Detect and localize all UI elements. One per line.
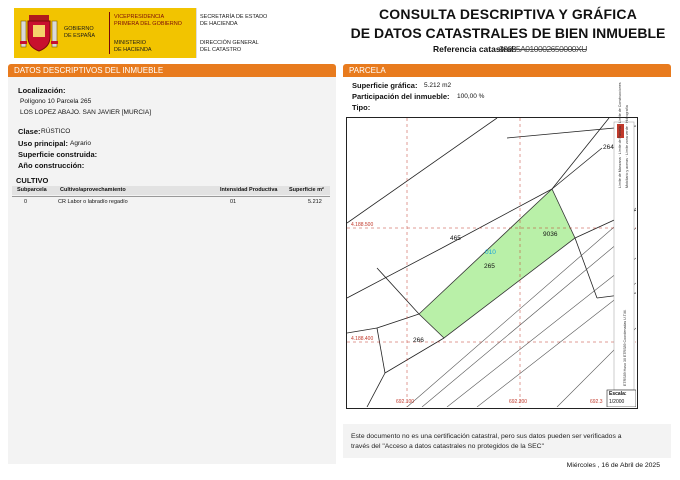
map-legend: Límite de Manzana · Límite de Parcela · Límite de Construcciones	[618, 82, 622, 188]
th-subparcela: Subparcela	[17, 187, 47, 193]
localizacion-label: Localización:	[18, 86, 66, 95]
disclaimer-note: Este documento no es una certificación catastral, pero sus datos pueden ser verificados a través del "Acceso a datos catastrales no protegidos de la SEC"	[351, 433, 622, 450]
ref-catastral-value: 30035A010002650000XU	[499, 44, 587, 54]
tipo-label: Tipo:	[352, 103, 371, 112]
parcel-number-9036: 9036	[543, 231, 558, 238]
td-intensidad: 01	[230, 199, 237, 205]
uso-label: Uso principal:	[18, 139, 69, 148]
ref-catastral-label: Referencia catastral:	[433, 44, 517, 54]
cultivo-title: CULTIVO	[16, 176, 49, 185]
td-subparcela: 0	[24, 199, 28, 205]
document-date: Miércoles , 16 de Abril de 2025	[566, 462, 660, 469]
participacion-value: 100,00 %	[457, 93, 485, 100]
parcela-bar: PARCELA	[343, 64, 671, 77]
clase-label: Clase:	[18, 127, 41, 136]
td-cultivo: CR Labor o labradío regadío	[58, 199, 128, 205]
secretaria-text: SECRETARÍA DE ESTADO DE HACIENDA	[200, 14, 268, 27]
coord-y-upper: 4.188.500	[351, 222, 374, 228]
localizacion-line2: LOS LOPEZ ABAJO. SAN JAVIER [MURCIA]	[20, 109, 151, 116]
uso-value: Agrario	[70, 140, 91, 147]
parcel-number-265: 265	[484, 263, 495, 270]
clase-value: RÚSTICO	[41, 128, 71, 135]
ministerio-text: MINISTERIO DE HACIENDA	[114, 40, 152, 53]
escala-value: 1/2000	[609, 399, 625, 405]
document-title-line1: CONSULTA DESCRIPTIVA Y GRÁFICA	[378, 6, 637, 22]
localizacion-line1: Polígono 10 Parcela 265	[20, 98, 92, 105]
escala-label: Escala:	[609, 391, 627, 397]
datos-descriptivos-panel	[8, 77, 336, 464]
td-superficie: 5.212	[308, 199, 322, 205]
table-divider	[12, 196, 330, 197]
parcel-number-465: 465	[450, 235, 461, 242]
vicepresidencia-text: VICEPRESIDENCIA PRIMERA DEL GOBIERNO	[114, 14, 182, 27]
map-legend-2: Mobiliario y aceras · Límite zona verde · Hidrografía	[625, 105, 629, 188]
anio-construccion-label: Año construcción:	[18, 161, 85, 170]
direccion-general-text: DIRECCIÓN GENERAL DEL CATASTRO	[200, 40, 259, 53]
coat-of-arms-icon	[18, 11, 60, 55]
map-side-note: ETRS89 Huso 30 ETRS89 Coordenadas U.T.M.	[623, 309, 627, 386]
gobierno-espana-text: GOBIERNO DE ESPAÑA	[64, 26, 96, 39]
datos-descriptivos-bar: DATOS DESCRIPTIVOS DEL INMUEBLE	[8, 64, 336, 77]
participacion-label: Participación del inmueble:	[352, 92, 450, 101]
th-superficie: Superficie m²	[289, 187, 324, 193]
superficie-grafica-value: 5.212 m2	[424, 82, 452, 89]
coord-x-left: 692.100	[396, 399, 415, 405]
superficie-grafica-label: Superficie gráfica:	[352, 81, 418, 90]
coord-y-lower: 4.188.400	[351, 336, 374, 342]
header-separator	[109, 12, 110, 54]
parcel-number-266: 266	[413, 337, 424, 344]
th-intensidad: Intensidad Productiva	[220, 187, 278, 193]
coord-x-far: 692.3	[590, 399, 603, 405]
parcel-subcode: 010	[485, 249, 496, 256]
document-title-line2: DE DATOS CATASTRALES DE BIEN INMUEBLE	[350, 25, 666, 41]
highlighted-parcel	[419, 189, 575, 338]
superficie-construida-label: Superficie construida:	[18, 150, 98, 159]
th-cultivo: Cultivo/aprovechamiento	[60, 187, 126, 193]
coord-x-right: 692.200	[509, 399, 528, 405]
parcel-number-264: 264	[603, 144, 614, 151]
